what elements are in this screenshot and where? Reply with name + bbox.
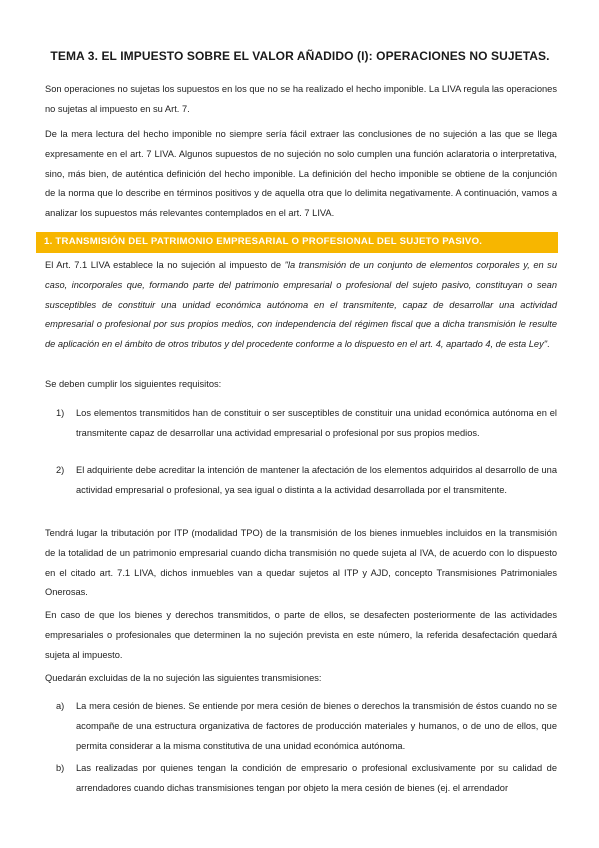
document-title: TEMA 3. EL IMPUESTO SOBRE EL VALOR AÑADIDO (I): OPERACIONES NO SUJETAS. [50, 49, 550, 63]
list-item-text: Los elementos transmitidos han de constituir o ser susceptibles de constituir una unidad económica autónoma en el transmitente capaz de desarrollar una actividad empresarial o profesional por sus propios medios. [76, 408, 557, 438]
intro-paragraph-1: Son operaciones no sujetas los supuestos en los que no se ha realizado el hecho imponible. La LIVA regula las operaciones no sujetas al impuesto en su Art. 7. [45, 84, 557, 114]
desafectacion-paragraph: En caso de que los bienes y derechos transmitidos, o parte de ellos, se desafecten posteriormente de las actividades empresariales o profesionales que determinen la no sujeción prevista en este número, la referida desafectación quedará sujeta al impuesto. [45, 610, 557, 660]
itp-paragraph: Tendrá lugar la tributación por ITP (modalidad TPO) de la transmisión de los bienes inmuebles incluidos en la transmisión de la totalidad de un patrimonio empresarial cuando dicha transmisión no quede sujeta al IVA, de acuerdo con lo dispuesto en el citado art. 7.1 LIVA, dichos inmuebles van a quedar sujetos al ITP y AJD, concepto Transmisiones Patrimoniales Onerosas. [45, 528, 557, 598]
intro-paragraph-2: De la mera lectura del hecho imponible no siempre sería fácil extraer las conclusiones de no sujeción a las que se llega expresamente en el art. 7 LIVA. Algunos supuestos de no sujeción no solo cumplen una función aclaratoria o interpretativa, sino, más bien, de auténtica definición del hecho imponible. La definición del hecho imponible se obtiene de la conjunción de la norma que lo describe en términos positivos y de aquella otra que lo delimita negativamente. A continuación, vamos a analizar los supuestos más relevantes contemplados en el art. 7 LIVA. [45, 129, 557, 219]
art-quote-text: "la transmisión de un conjunto de elementos corporales y, en su caso, incorporales que, formando parte del patrimonio empresarial o profesional del sujeto pasivo, constituyan o sean susceptibles de constituir una unidad económica autónoma en el transmitente, capaz de desarrollar una actividad empresarial o profesional por sus propios medios, con independencia del régimen fiscal que a dicha transmisión le resulte de aplicación en el ámbito de otros tributos y del procedente conforme a lo dispuesto en el art. 4, apartado 4, de esta Ley" [45, 260, 557, 350]
excluidas-intro: Quedarán excluidas de la no sujeción las siguientes transmisiones: [45, 673, 322, 683]
list-marker: 1) [56, 408, 65, 418]
section-1-banner [36, 232, 558, 253]
section-1-heading: 1. TRANSMISIÓN DEL PATRIMONIO EMPRESARIAL O PROFESIONAL DEL SUJETO PASIVO. [44, 236, 483, 247]
list-item-text: La mera cesión de bienes. Se entiende por mera cesión de bienes o derechos la transmisión de éstos cuando no se acompañe de una estructura organizativa de factores de producción materiales y humanos, o de uno de ellos, que permita considerar a la misma constitutiva de una unidad económica autónoma. [76, 701, 557, 751]
list-item-text: El adquiriente debe acreditar la intención de mantener la afectación de los elementos adquiridos al desarrollo de una actividad empresarial o profesional, ya sea igual o distinta a la actividad desarrollada por el transmitente. [76, 465, 557, 495]
art-intro-text: El Art. 7.1 LIVA establece la no sujeción al impuesto de [45, 260, 285, 270]
list-item-text: Las realizadas por quienes tengan la condición de empresario o profesional exclusivamente por su calidad de arrendadores cuando dichas transmisiones tengan por objeto la mera cesión de bienes (ej. el arrendador [76, 763, 557, 793]
art-end-text: . [547, 339, 550, 350]
requisitos-intro: Se deben cumplir los siguientes requisitos: [45, 379, 222, 389]
list-marker: b) [56, 763, 65, 773]
list-marker: a) [56, 701, 65, 711]
art-7-1-paragraph [45, 256, 557, 355]
list-marker: 2) [56, 465, 65, 475]
